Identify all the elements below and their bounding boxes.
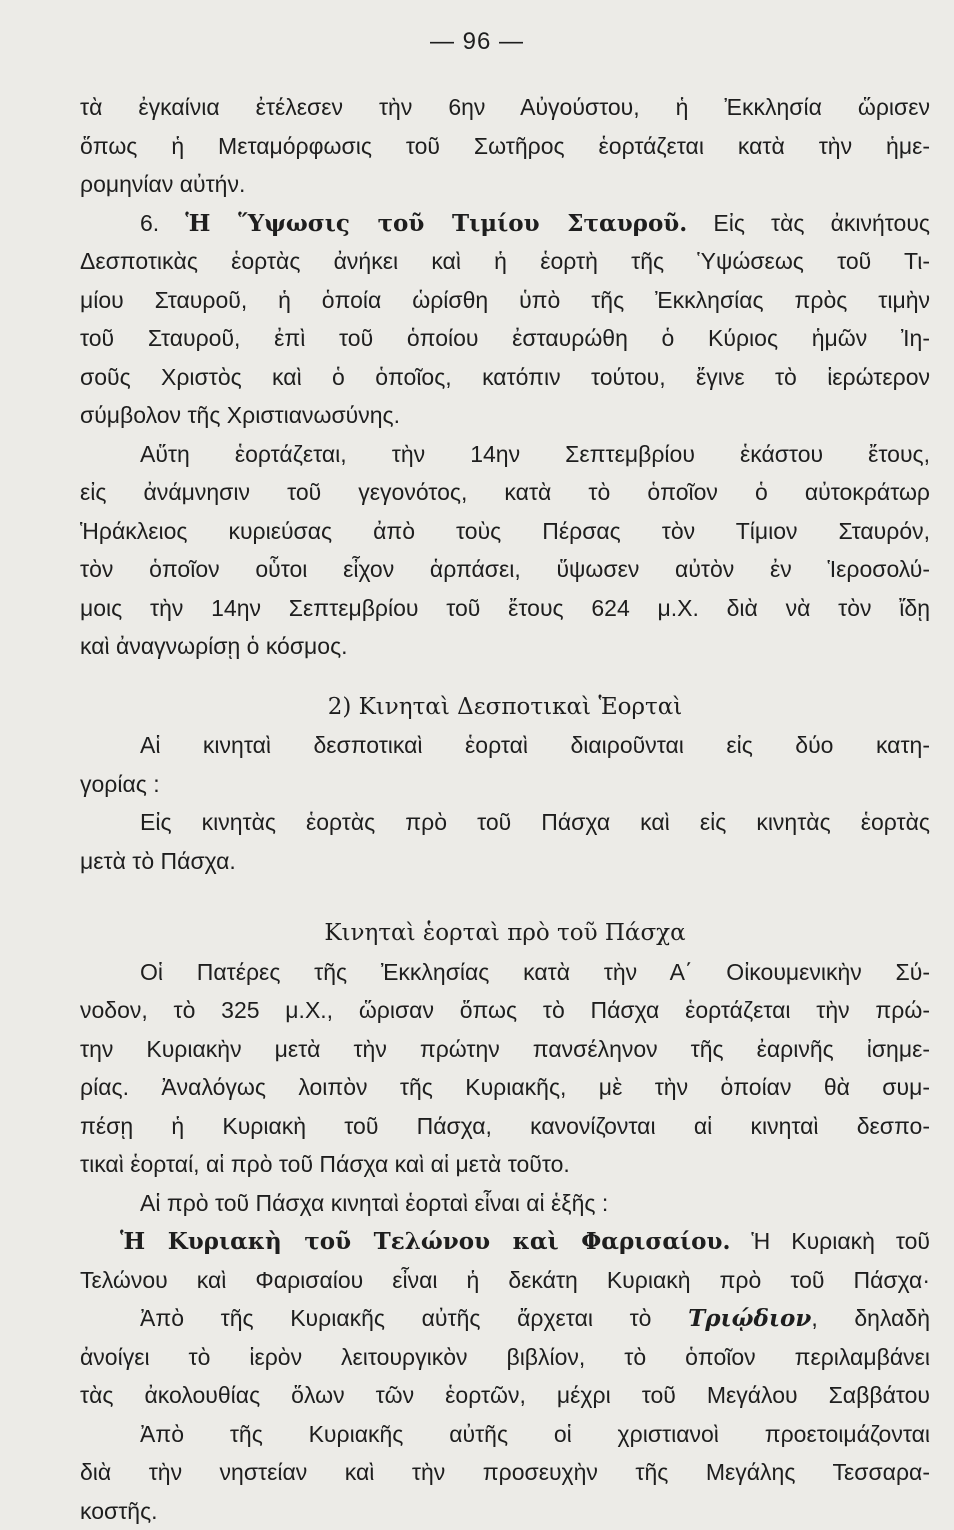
paragraph-line: σοῦς Χριστὸς καὶ ὁ ὁποῖος, κατόπιν τούτου, ἔγινε τὸ ἱερώτερον	[80, 358, 930, 397]
paragraph-line: Εἰς κινητὰς ἑορτὰς πρὸ τοῦ Πάσχα καὶ εἰς κινητὰς ἑορτὰς	[80, 803, 930, 842]
paragraph-line: εἰς ἀνάμνησιν τοῦ γεγονότος, κατὰ τὸ ὁποῖον ὁ αὐτοκράτωρ	[80, 473, 930, 512]
subsection-heading: Κινηταὶ ἑορταὶ πρὸ τοῦ Πάσχα	[80, 914, 930, 953]
paragraph-line: Δεσποτικὰς ἑορτὰς ἀνήκει καὶ ἡ ἑορτὴ τῆς Ὑψώσεως τοῦ Τι-	[80, 242, 930, 281]
page-number: — 96 —	[0, 28, 954, 56]
paragraph-line: Ἡράκλειος κυριεύσας ἀπὸ τοὺς Πέρσας τὸν Τίμιον Σταυρόν,	[80, 512, 930, 551]
section-title-continuation: Εἰς τὰς ἀκινήτους	[687, 210, 930, 236]
triodion-post: , δηλαδὴ	[811, 1305, 930, 1331]
paragraph-line: Αἱ κινηταὶ δεσποτικαὶ ἑορταὶ διαιροῦνται εἰς δύο κατη-	[80, 726, 930, 765]
paragraph-line: νοδον, τὸ 325 μ.Χ., ὥρισαν ὅπως τὸ Πάσχα ἑορτάζεται τὴν πρώ-	[80, 991, 930, 1030]
paragraph-line: διὰ τὴν νηστείαν καὶ τὴν προσευχὴν τῆς Μεγάλης Τεσσαρα-	[80, 1453, 930, 1492]
paragraph-line: πέσῃ ἡ Κυριακὴ τοῦ Πάσχα, κανονίζονται αἱ κινηταὶ δεσπο-	[80, 1107, 930, 1146]
paragraph-line: καὶ ἀναγνωρίσῃ ὁ κόσμος.	[80, 627, 930, 666]
paragraph-line: ὅπως ἡ Μεταμόρφωσις τοῦ Σωτῆρος ἑορτάζεται κατὰ τὴν ἡμε-	[80, 127, 930, 166]
paragraph-line: τὰ ἐγκαίνια ἐτέλεσεν τὴν 6ην Αὐγούστου, ἡ Ἐκκλησία ὥρισεν	[80, 88, 930, 127]
section-heading: 2) Κινηταὶ Δεσποτικαὶ Ἑορταὶ	[80, 688, 930, 727]
paragraph-line: τὸν ὁποῖον οὗτοι εἶχον ἁρπάσει, ὕψωσεν αὐτὸν ἐν Ἱεροσολύ-	[80, 550, 930, 589]
paragraph-line: μετὰ τὸ Πάσχα.	[80, 842, 930, 881]
triodion-word: Τριῴδιον	[688, 1305, 811, 1332]
paragraph-line: Ἀπὸ τῆς Κυριακῆς αὐτῆς οἱ χριστιανοὶ προετοιμάζονται	[80, 1415, 930, 1454]
paragraph-line: Οἱ Πατέρες τῆς Ἐκκλησίας κατὰ τὴν Α΄ Οἰκουμενικὴν Σύ-	[80, 953, 930, 992]
section-title: Ἡ Ὕψωσις τοῦ Τιμίου Σταυροῦ.	[185, 210, 687, 237]
paragraph-line: τικαὶ ἑορταί, αἱ πρὸ τοῦ Πάσχα καὶ αἱ μετὰ τοῦτο.	[80, 1145, 930, 1184]
feast-title: Ἡ Κυριακὴ τοῦ Τελώνου καὶ Φαρισαίου.	[120, 1228, 730, 1255]
paragraph-line: Τελώνου καὶ Φαρισαίου εἶναι ἡ δεκάτη Κυριακὴ πρὸ τοῦ Πάσχα·	[80, 1261, 930, 1300]
paragraph-line: κοστῆς.	[80, 1492, 930, 1530]
paragraph-line: Αἱ πρὸ τοῦ Πάσχα κινηταὶ ἑορταὶ εἶναι αἱ ἑξῆς :	[80, 1184, 930, 1223]
feast-title-continuation: Ἡ Κυριακὴ τοῦ	[730, 1228, 930, 1254]
paragraph-line: την Κυριακὴν μετὰ τὴν πρώτην πανσέληνον τῆς ἐαρινῆς ἰσημε-	[80, 1030, 930, 1069]
paragraph-line: τὰς ἀκολουθίας ὅλων τῶν ἑορτῶν, μέχρι τοῦ Μεγάλου Σαββάτου	[80, 1376, 930, 1415]
paragraph-line: μίου Σταυροῦ, ἡ ὁποία ὡρίσθη ὑπὸ τῆς Ἐκκλησίας πρὸς τιμὴν	[80, 281, 930, 320]
paragraph-line: τοῦ Σταυροῦ, ἐπὶ τοῦ ὁποίου ἐσταυρώθη ὁ Κύριος ἡμῶν Ἰη-	[80, 319, 930, 358]
paragraph-line: σύμβολον τῆς Χριστιανωσύνης.	[80, 396, 930, 435]
paragraph-line: Αὕτη ἑορτάζεται, τὴν 14ην Σεπτεμβρίου ἑκάστου ἔτους,	[80, 435, 930, 474]
paragraph-line: ρίας. Ἀναλόγως λοιπὸν τῆς Κυριακῆς, μὲ τὴν ὁποίαν θὰ συμ-	[80, 1068, 930, 1107]
paragraph-line: ἀνοίγει τὸ ἱερὸν λειτουργικὸν βιβλίον, τὸ ὁποῖον περιλαμβάνει	[80, 1338, 930, 1377]
text-column	[80, 88, 930, 1530]
paragraph-line: ρομηνίαν αὐτήν.	[80, 165, 930, 204]
feast-title-line	[80, 1222, 930, 1261]
triodion-pre: Ἀπὸ τῆς Κυριακῆς αὐτῆς ἄρχεται τὸ	[140, 1305, 688, 1331]
section-number: 6.	[140, 210, 185, 236]
paragraph-line: μοις τὴν 14ην Σεπτεμβρίου τοῦ ἔτους 624 μ.Χ. διὰ νὰ τὸν ἴδῃ	[80, 589, 930, 628]
triodion-line	[80, 1299, 930, 1338]
paragraph-line: γορίας :	[80, 765, 930, 804]
section-title-line	[80, 204, 930, 243]
